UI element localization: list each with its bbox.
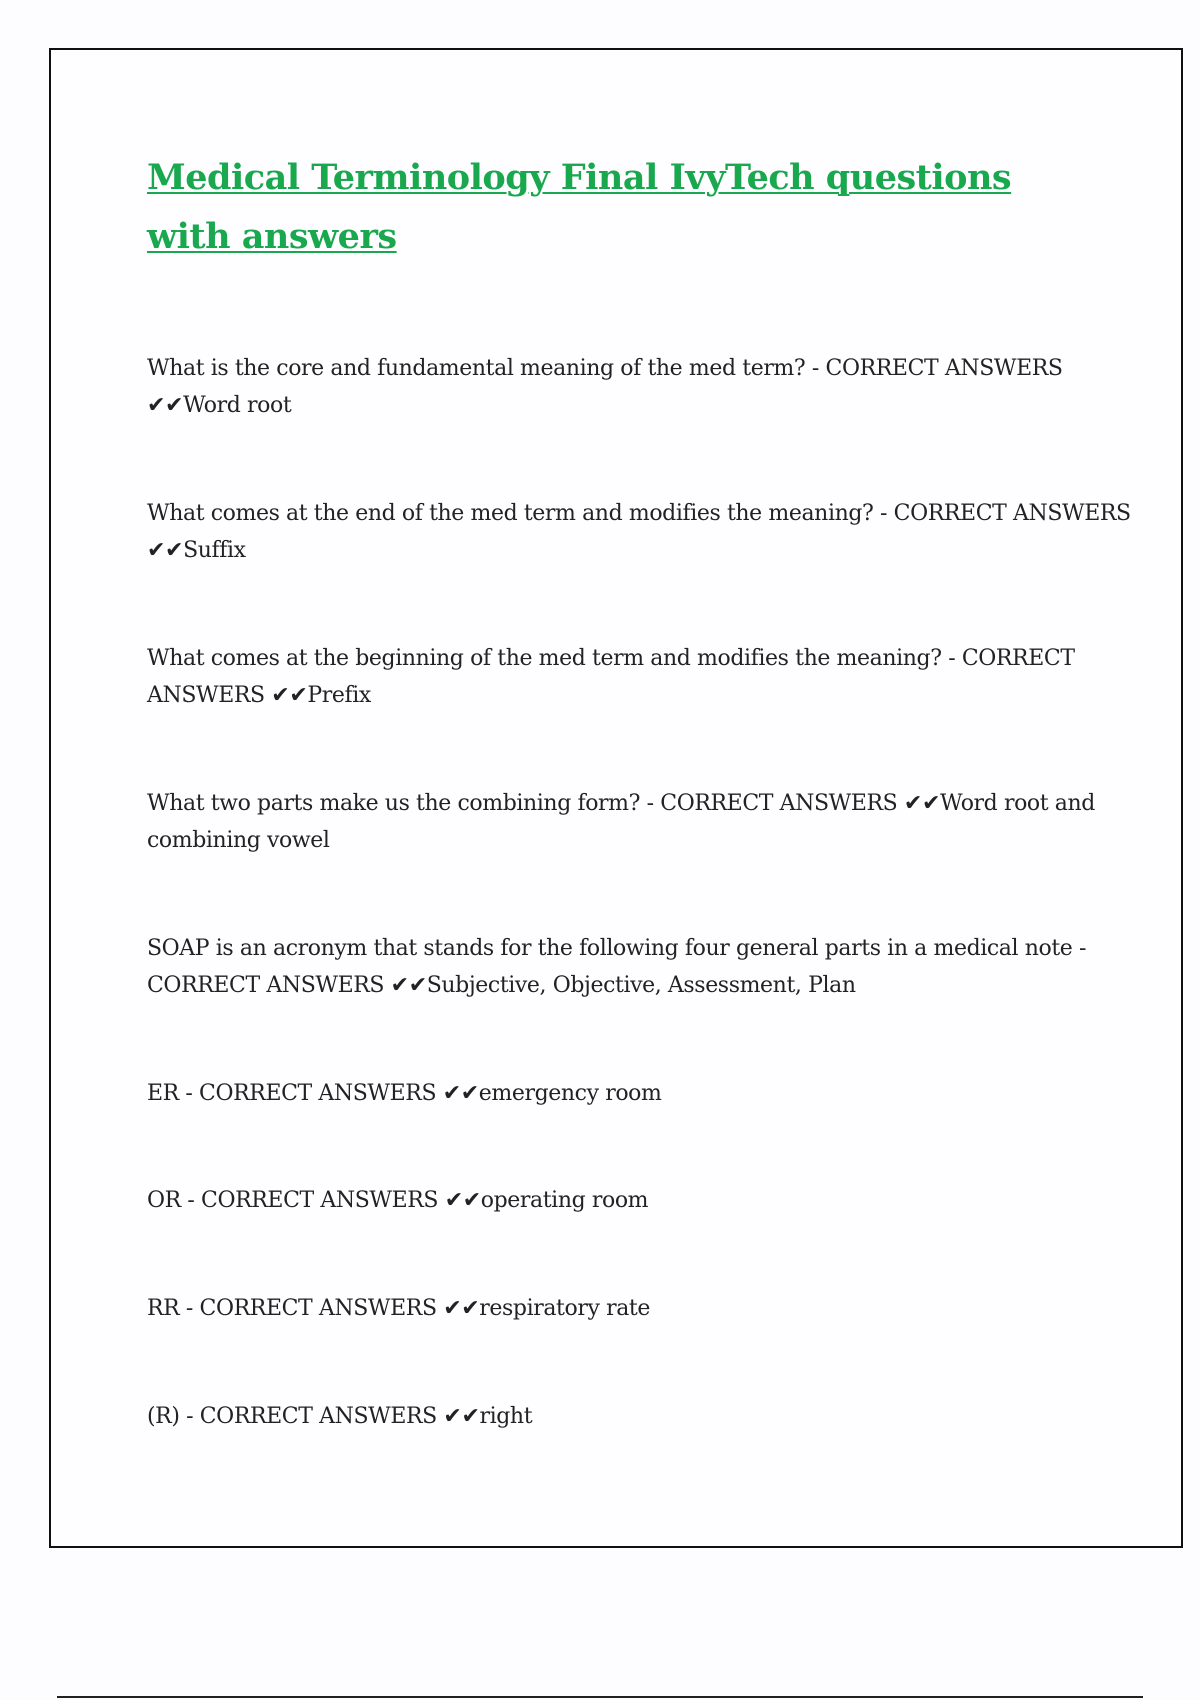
qa-item-4: What two parts make us the combining form? - CORRECT ANSWERS ✔✔Word root and combining vowel — [147, 791, 1095, 853]
qa-item-8: RR - CORRECT ANSWERS ✔✔respiratory rate — [147, 1296, 650, 1321]
qa-item-9: (R) - CORRECT ANSWERS ✔✔right — [147, 1404, 533, 1429]
page-frame — [49, 48, 1183, 1548]
qa-item-5: SOAP is an acronym that stands for the following four general parts in a medical note - CORRECT ANSWERS ✔✔Subjective, Objective, Assessment, Plan — [147, 936, 1087, 998]
footer-rule — [57, 1696, 1143, 1698]
qa-item-7: OR - CORRECT ANSWERS ✔✔operating room — [147, 1188, 649, 1213]
qa-item-3: What comes at the beginning of the med term and modifies the meaning? - CORRECT ANSWERS ✔✔Prefix — [147, 646, 1075, 708]
qa-item-1: What is the core and fundamental meaning of the med term? - CORRECT ANSWERS ✔✔Word root — [147, 356, 1063, 418]
document-title: Medical Terminology Final IvyTech questions with answers — [147, 157, 1012, 257]
qa-item-6: ER - CORRECT ANSWERS ✔✔emergency room — [147, 1081, 662, 1106]
qa-item-2: What comes at the end of the med term and modifies the meaning? - CORRECT ANSWERS ✔✔Suffix — [147, 501, 1131, 563]
